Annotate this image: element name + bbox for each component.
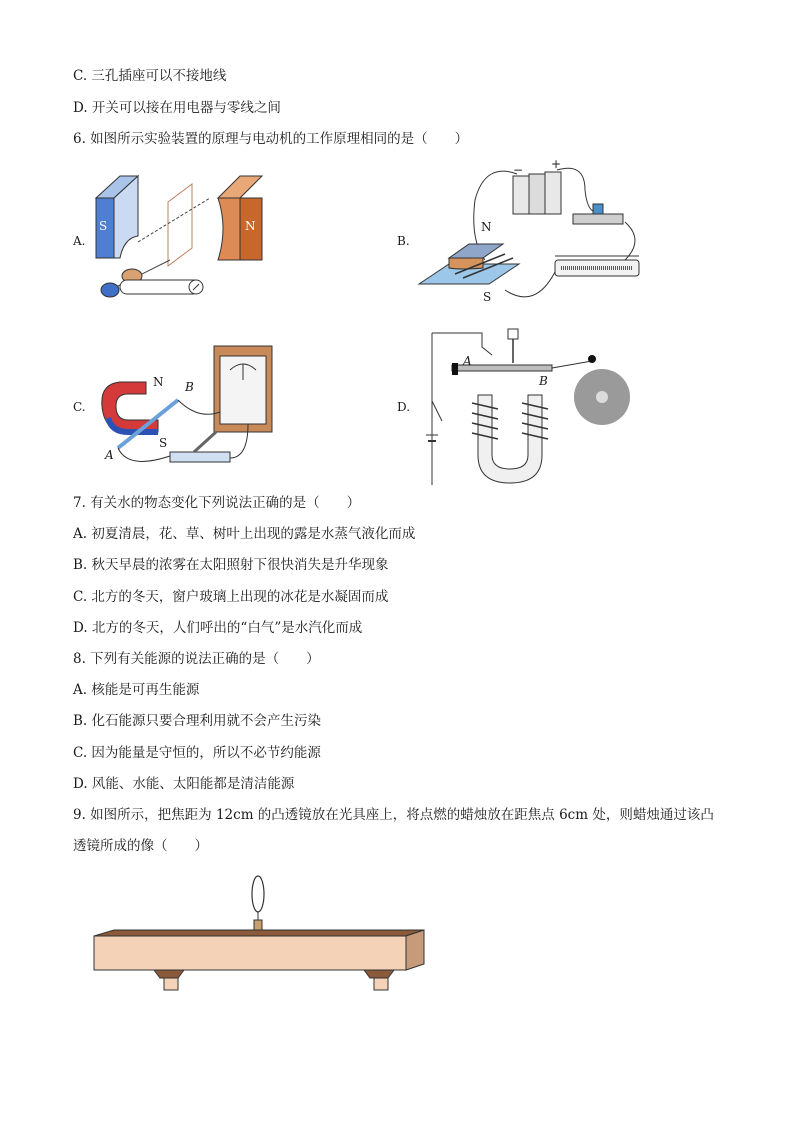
q8-option-d: D. 风能、水能、太阳能都是清洁能源 bbox=[73, 776, 295, 792]
fig-d-point-a: A bbox=[463, 354, 472, 368]
fig-c-pole-n: N bbox=[153, 375, 164, 389]
q7-option-d: D. 北方的冬天，人们呼出的“白气”是水汽化而成 bbox=[73, 620, 363, 636]
q8-option-b: B. 化石能源只要合理利用就不会产生污染 bbox=[73, 713, 322, 729]
q5-option-c: C. 三孔插座可以不接地线 bbox=[73, 68, 227, 84]
figure-a-motor-model bbox=[90, 168, 270, 303]
q6-label-a: A. bbox=[73, 234, 86, 248]
figure-optical-bench bbox=[92, 874, 426, 994]
fig-c-pole-s: S bbox=[159, 436, 168, 450]
q5-option-d: D. 开关可以接在用电器与零线之间 bbox=[73, 100, 281, 116]
q6-stem: 6. 如图所示实验装置的原理与电动机的工作原理相同的是（ ） bbox=[73, 131, 469, 147]
fig-b-plus: + bbox=[551, 157, 562, 171]
q7-option-a: A. 初夏清晨，花、草、树叶上出现的露是水蒸气液化而成 bbox=[73, 526, 416, 542]
q8-stem: 8. 下列有关能源的说法正确的是（ ） bbox=[73, 651, 320, 667]
figure-d-electric-bell bbox=[422, 325, 642, 485]
fig-a-pole-s: S bbox=[99, 219, 108, 233]
fig-a-pole-n: N bbox=[245, 219, 256, 233]
q7-option-c: C. 北方的冬天，窗户玻璃上出现的冰花是水凝固而成 bbox=[73, 589, 389, 605]
figure-c-galvanometer bbox=[98, 340, 283, 470]
fig-b-pole-s: S bbox=[483, 290, 492, 304]
q6-label-d: D. bbox=[397, 400, 411, 414]
fig-b-minus: − bbox=[513, 163, 524, 177]
fig-d-point-b: B bbox=[539, 374, 548, 388]
q6-label-c: C. bbox=[73, 400, 86, 414]
q9-stem-line2: 透镜所成的像（ ） bbox=[73, 838, 208, 854]
fig-b-pole-n: N bbox=[481, 220, 492, 234]
fig-c-end-b: B bbox=[185, 380, 194, 394]
q8-option-c: C. 因为能量是守恒的，所以不必节约能源 bbox=[73, 745, 321, 761]
q8-option-a: A. 核能是可再生能源 bbox=[73, 682, 200, 698]
fig-c-end-a: A bbox=[105, 448, 114, 462]
q7-option-b: B. 秋天早晨的浓雾在太阳照射下很快消失是升华现象 bbox=[73, 557, 389, 573]
q9-stem-line1: 9. 如图所示，把焦距为 12cm 的凸透镜放在光具座上，将点燃的蜡烛放在距焦点 6cm 处，则蜡烛通过该凸 bbox=[73, 807, 714, 823]
q6-label-b: B. bbox=[397, 234, 410, 248]
q7-stem: 7. 有关水的物态变化下列说法正确的是（ ） bbox=[73, 495, 361, 511]
figure-b-circuit bbox=[415, 160, 645, 310]
